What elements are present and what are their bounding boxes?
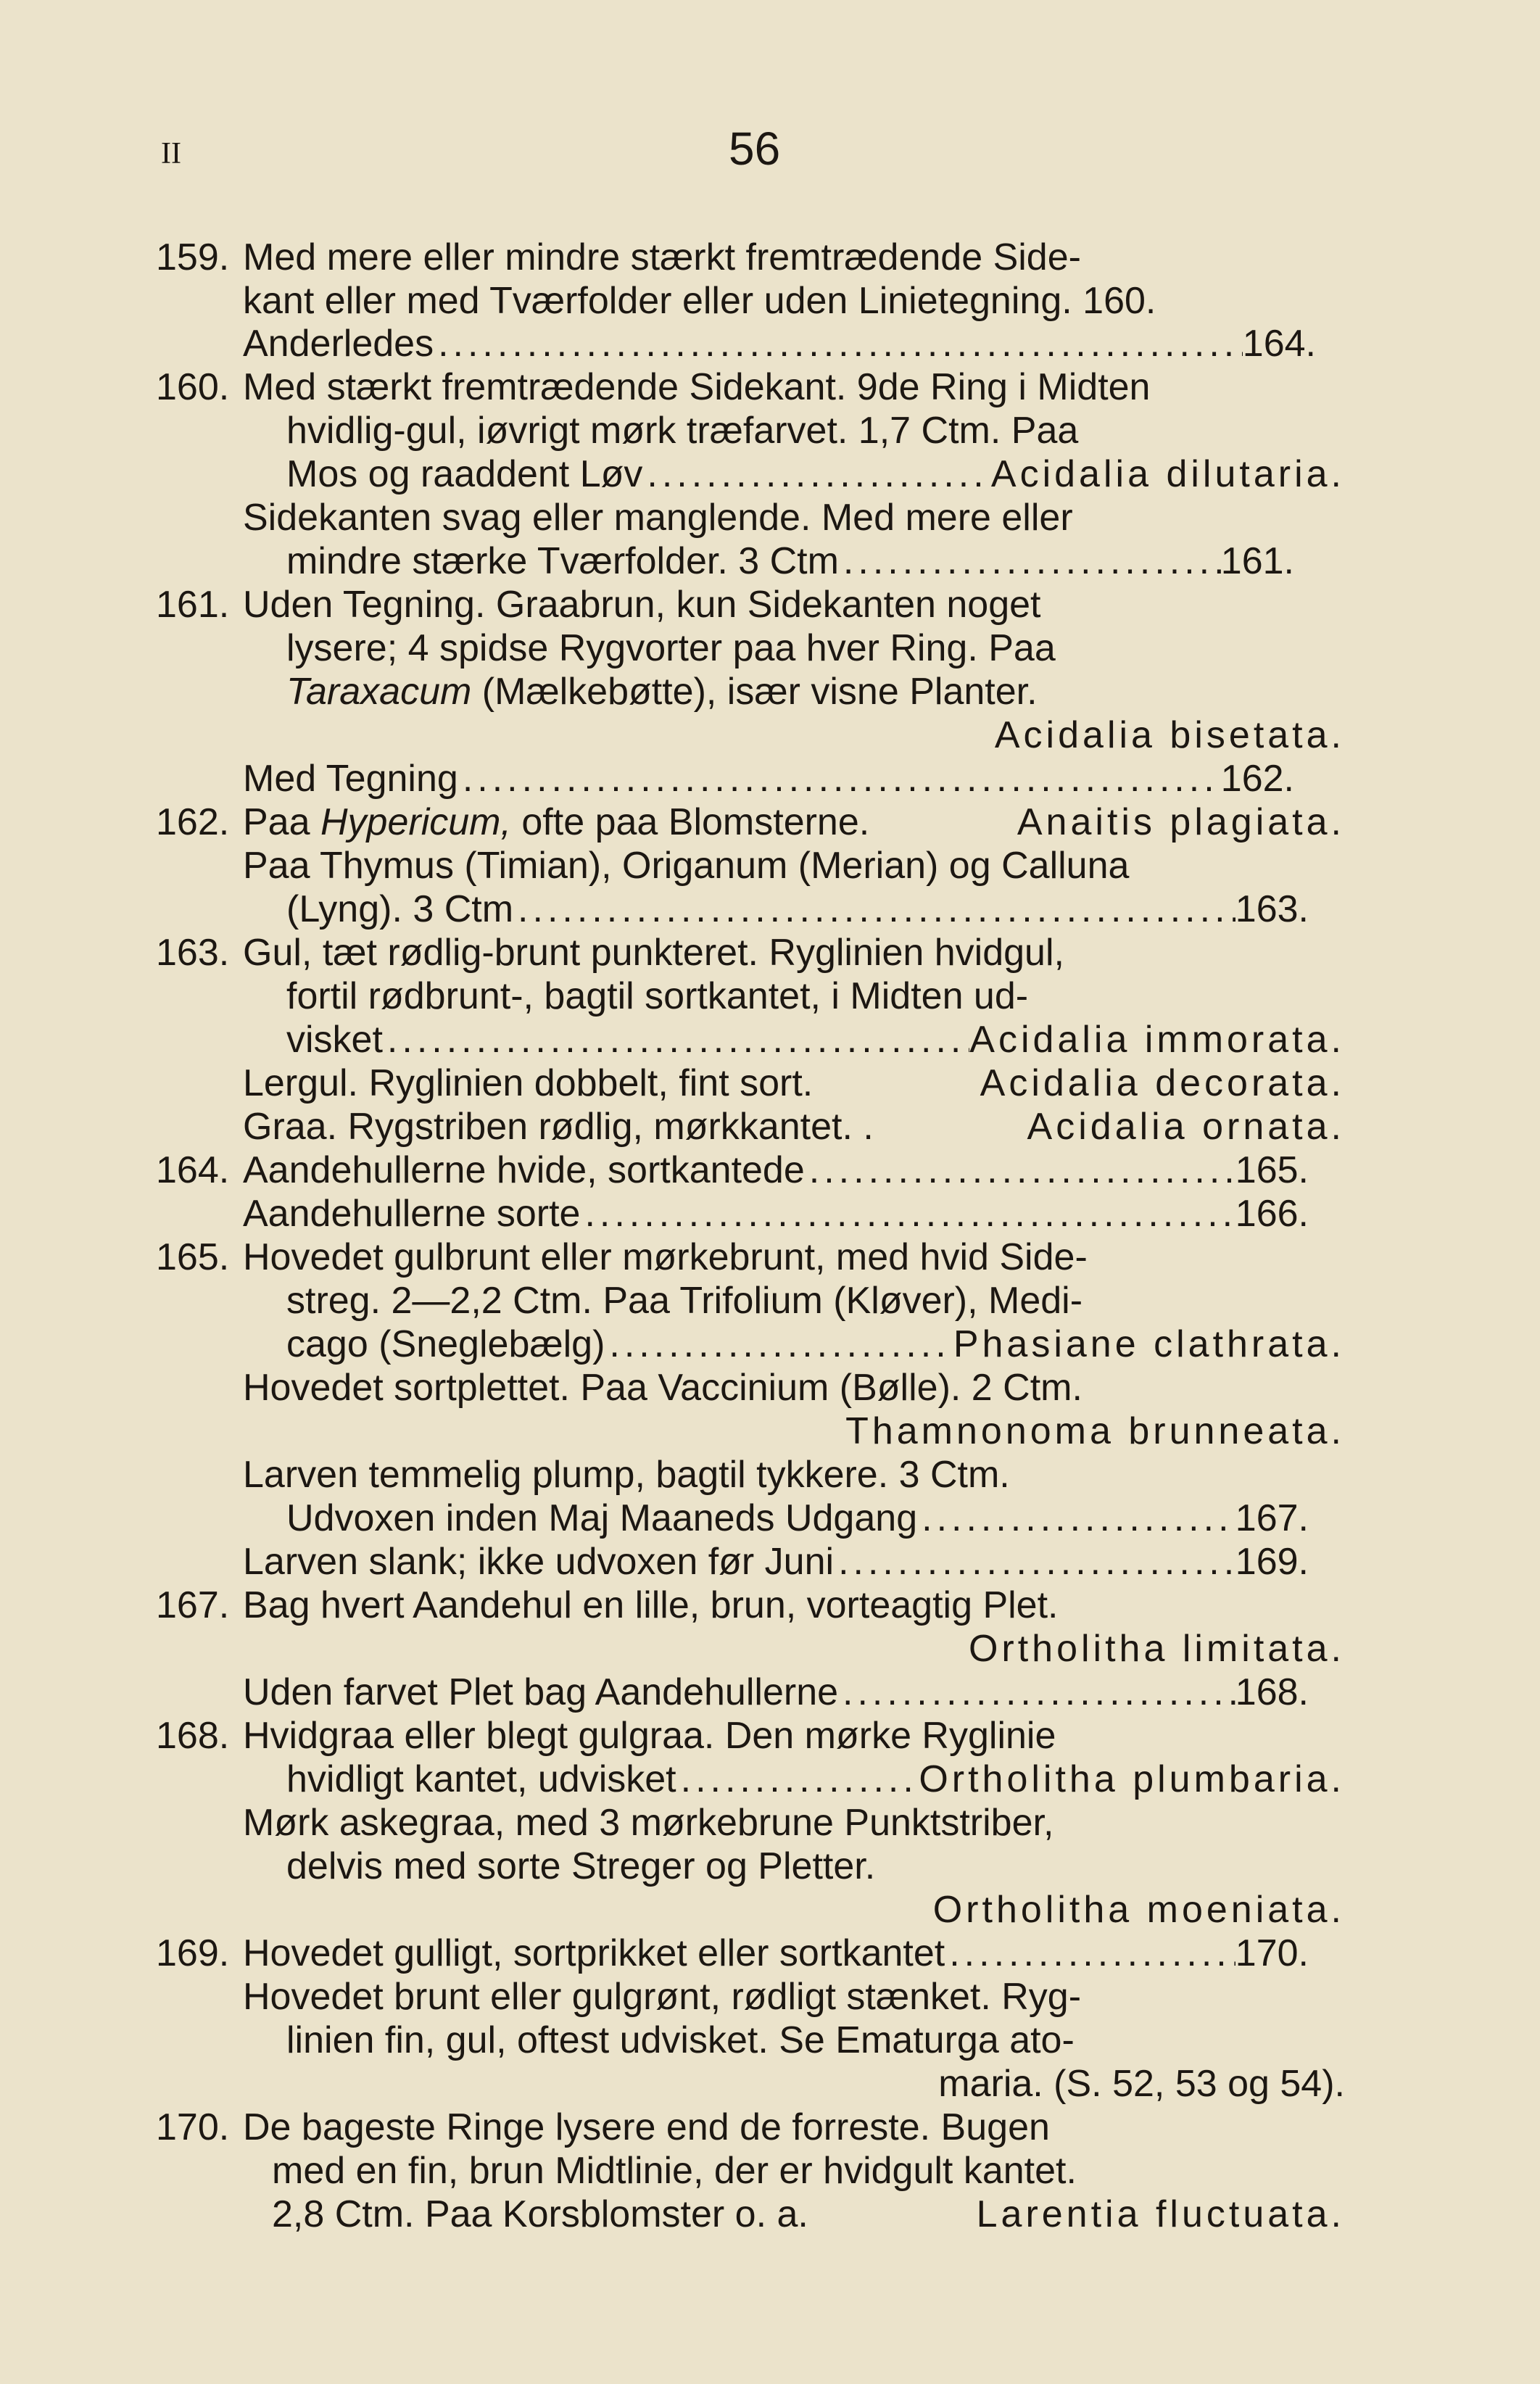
text-line: lysere; 4 spidse Rygvorter paa hver Ring. Paa xyxy=(286,627,1056,669)
key-reference: 162. xyxy=(1220,758,1294,800)
species-name: Acidalia decorata. xyxy=(980,1062,1345,1104)
text-line: 2,8 Ctm. Paa Korsblomster o. a. Larentia fluctuata. xyxy=(272,2193,1345,2235)
text-line: 160. Med stærkt fremtrædende Sidekant. 9de Ring i Midten xyxy=(156,366,1151,408)
species-name: Acidalia ornata. xyxy=(1027,1106,1345,1148)
text-line: Mos og raaddent Løv ..... Acidalia dilutaria. xyxy=(286,452,1345,496)
text-line: Aandehullerne sorte ..... 166. xyxy=(243,1192,1309,1236)
entry-number: 161. xyxy=(156,584,230,626)
entry-number: 164. xyxy=(156,1149,230,1191)
text-line xyxy=(243,1888,1345,1932)
text-line: 161. Uden Tegning. Graabrun, kun Sidekanten noget xyxy=(156,584,1041,626)
key-reference: 163. xyxy=(1235,888,1309,930)
text-line: cago (Sneglebælg) ..... Phasiane clathrata. xyxy=(286,1323,1345,1366)
entry-number: 159. xyxy=(156,236,230,278)
species-name: Anaitis plagiata. xyxy=(1017,801,1345,843)
text-line: Larven slank; ikke udvoxen før Juni ..... 169. xyxy=(243,1540,1309,1584)
text-line: fortil rødbrunt-, bagtil sortkantet, i Midten ud- xyxy=(286,975,1029,1017)
entry-number: 167. xyxy=(156,1584,230,1626)
key-reference: 170. xyxy=(1235,1932,1309,1974)
text-line: Hovedet brunt eller gulgrønt, rødligt stænket. Ryg- xyxy=(243,1976,1082,2018)
key-reference: 164. xyxy=(1242,323,1316,365)
entry-number: 168. xyxy=(156,1715,230,1757)
key-reference: 166. xyxy=(1235,1193,1309,1235)
species-name: Larentia fluctuata. xyxy=(976,2193,1345,2235)
species-name: Ortholitha moeniata. xyxy=(932,1889,1345,1931)
species-name: Ortholitha limitata. xyxy=(968,1628,1345,1670)
species-name: Acidalia bisetata. xyxy=(994,714,1345,756)
text-line: Mørk askegraa, med 3 mørkebrune Punktstriber, xyxy=(243,1802,1054,1844)
text-line: streg. 2—2,2 Ctm. Paa Trifolium (Kløver), Medi- xyxy=(286,1280,1083,1322)
entry-number: 163. xyxy=(156,932,230,974)
text-line: 170. De bageste Ringe lysere end de forreste. Bugen xyxy=(156,2106,1050,2148)
text-line: delvis med sorte Streger og Pletter. xyxy=(286,1845,876,1887)
text-line: Taraxacum (Mælkebøtte), især visne Planter. xyxy=(286,671,1038,713)
text-line: Lergul. Ryglinien dobbelt, fint sort. Acidalia decorata. xyxy=(243,1062,1345,1104)
text-line: 167. Bag hvert Aandehul en lille, brun, vorteagtig Plet. xyxy=(156,1584,1059,1626)
section-marker: II xyxy=(161,137,181,170)
key-reference: 168. xyxy=(1235,1671,1309,1713)
entry-number: 162. xyxy=(156,801,230,843)
text-line: 168. Hvidgraa eller blegt gulgraa. Den mørke Ryglinie xyxy=(156,1715,1056,1757)
entry-number: 169. xyxy=(156,1932,230,1974)
text-line: Hovedet sortplettet. Paa Vaccinium (Bølle). 2 Ctm. xyxy=(243,1367,1082,1409)
entry-number: 160. xyxy=(156,366,230,408)
text-line: Med Tegning ..... 162. xyxy=(243,757,1294,800)
text-line: maria. (S. 52, 53 og 54). xyxy=(938,2063,1345,2105)
text-line xyxy=(243,1410,1345,1453)
text-line xyxy=(243,713,1345,757)
text-line xyxy=(243,1627,1345,1671)
text-line: hvidligt kantet, udvisket ..... Ortholitha plumbaria. xyxy=(286,1758,1345,1801)
text-line: (Lyng). 3 Ctm ..... 163. xyxy=(286,887,1309,931)
text-line: med en fin, brun Midtlinie, der er hvidgult kantet. xyxy=(272,2150,1077,2192)
text-line: Paa Thymus (Timian), Origanum (Merian) og Calluna xyxy=(243,845,1130,887)
text-line: 159. Med mere eller mindre stærkt fremtrædende Side- xyxy=(156,236,1081,278)
text-line: Uden farvet Plet bag Aandehullerne ..... 168. xyxy=(243,1671,1309,1714)
text-line: 164. Aandehullerne hvide, sortkantede ..... 165. xyxy=(156,1148,1309,1192)
species-name: Acidalia immorata. xyxy=(969,1019,1345,1061)
text-line: mindre stærke Tværfolder. 3 Ctm ..... 161. xyxy=(286,539,1294,583)
text-line: Anderledes ..... 164. xyxy=(243,322,1316,365)
text-line: hvidlig-gul, iøvrigt mørk træfarvet. 1,7 Ctm. Paa xyxy=(286,410,1079,452)
text-line: 163. Gul, tæt rødlig-brunt punkteret. Ryglinien hvidgul, xyxy=(156,932,1064,974)
key-reference: 161. xyxy=(1220,540,1294,582)
species-name: Phasiane clathrata. xyxy=(953,1323,1345,1365)
species-name: Thamnonoma brunneata. xyxy=(845,1410,1345,1452)
species-name: Ortholitha plumbaria. xyxy=(919,1758,1345,1800)
key-reference: 169. xyxy=(1235,1541,1309,1583)
key-reference: 167. xyxy=(1235,1497,1309,1539)
entry-number: 170. xyxy=(156,2106,230,2148)
text-line: Udvoxen inden Maj Maaneds Udgang ..... 167. xyxy=(286,1497,1309,1540)
text-line: 169. Hovedet gulligt, sortprikket eller sortkantet ..... 170. xyxy=(156,1932,1309,1975)
text-line: 162. Paa Hypericum, ofte paa Blomsterne. Anaitis plagiata. xyxy=(156,801,1345,843)
text-line: linien fin, gul, oftest udvisket. Se Ematurga ato- xyxy=(286,2019,1075,2061)
text-line: Larven temmelig plump, bagtil tykkere. 3 Ctm. xyxy=(243,1454,1010,1496)
key-reference: 165. xyxy=(1235,1149,1309,1191)
text-line: kant eller med Tværfolder eller uden Linietegning. 160. xyxy=(243,280,1156,322)
page-number: 56 xyxy=(729,123,781,175)
text-line: Sidekanten svag eller manglende. Med mere eller xyxy=(243,497,1073,539)
text-line: 165. Hovedet gulbrunt eller mørkebrunt, med hvid Side- xyxy=(156,1236,1088,1278)
species-name: Acidalia dilutaria. xyxy=(990,453,1345,495)
text-line: visket ..... Acidalia immorata. xyxy=(286,1018,1345,1061)
entry-number: 165. xyxy=(156,1236,230,1278)
text-line: Graa. Rygstriben rødlig, mørkkantet. . Acidalia ornata. xyxy=(243,1106,1345,1148)
